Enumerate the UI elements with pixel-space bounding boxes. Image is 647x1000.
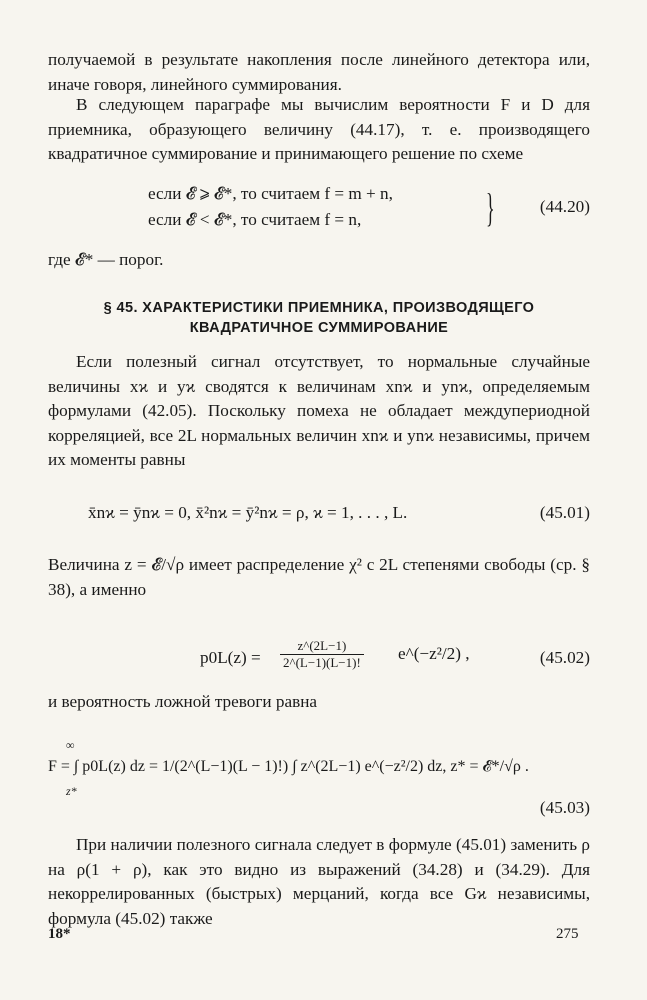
paragraph-3: Если полезный сигнал отсутствует, то нормальные случайные величины xϰ и yϰ сводятся к величинам xnϰ и ynϰ, определяемым формулами (42.05). Поскольку помеха не обладает междупериодной корреляцией, все 2L нормальных величин xnϰ и ynϰ независимы, причем их моменты равны — [48, 352, 590, 469]
equation-number-45-02: (45.02) — [539, 648, 590, 667]
right-brace: } — [486, 185, 495, 230]
case-row-1: если 𝓔 ⩾ 𝓔*, то считаем f = m + n, — [148, 184, 393, 203]
equation-44-20 — [148, 182, 590, 232]
equation-number-45-03: (45.03) — [539, 798, 590, 817]
equation-45-03 — [48, 738, 590, 798]
section-heading — [48, 298, 590, 338]
heading-line-1: § 45. ХАРАКТЕРИСТИКИ ПРИЕМНИКА, ПРОИЗВОДЯЩЕГО — [103, 300, 535, 316]
equation-45-02-exponential: e^(−z²/2) , — [398, 644, 470, 663]
integral-lower-limit: z* — [66, 784, 77, 798]
fraction-numerator: z^(2L−1) — [280, 638, 364, 655]
equation-number-45-01: (45.01) — [539, 503, 590, 522]
paragraph-4: Величина z = 𝓔/√ρ имеет распределение χ² с 2L степенями свободы (ср. § 38), а именно — [48, 555, 590, 599]
signature-mark: 18* — [48, 926, 71, 942]
equation-45-01-body: x̄nϰ = ȳnϰ = 0, x̄²nϰ = ȳ²nϰ = ρ, ϰ = 1, . . . , L. — [88, 503, 408, 522]
integral-upper-limit: ∞ — [66, 738, 75, 752]
equation-number-44-20: (44.20) — [539, 197, 590, 216]
page-number: 275 — [556, 926, 579, 942]
equation-45-03-body: F = ∫ p0L(z) dz = 1/(2^(L−1)(L − 1)!) ∫ z^(2L−1) e^(−z²/2) dz, z* = 𝓔*/√ρ . — [48, 758, 529, 775]
threshold-line: где 𝓔* — порог. — [48, 250, 164, 269]
paragraph-6: При наличии полезного сигнала следует в формуле (45.01) заменить ρ на ρ(1 + ρ), как это видно из выражений (34.28) и (34.29). Для некоррелированных (быстрых) мерцаний, когда все Gϰ независимы, формула (45.02) также — [48, 835, 590, 928]
equation-45-02-lhs: p0L(z) = — [200, 648, 261, 667]
equation-45-02-fraction — [280, 638, 364, 671]
fraction-denominator: 2^(L−1)(L−1)! — [283, 655, 361, 670]
heading-line-2: КВАДРАТИЧНОЕ СУММИРОВАНИЕ — [189, 320, 449, 336]
case-row-2: если 𝓔 < 𝓔*, то считаем f = n, — [148, 210, 362, 229]
paragraph-2: В следующем параграфе мы вычислим вероятности F и D для приемника, образующего величину (44.17), т. е. производящего квадратичное суммирование и принимающего решение по схеме — [48, 95, 590, 163]
equation-45-02 — [48, 638, 590, 678]
paragraph-1: получаемой в результате накопления после линейного детектора или, иначе говоря, линейного суммирования. — [48, 50, 590, 94]
paragraph-5: и вероятность ложной тревоги равна — [48, 692, 318, 711]
